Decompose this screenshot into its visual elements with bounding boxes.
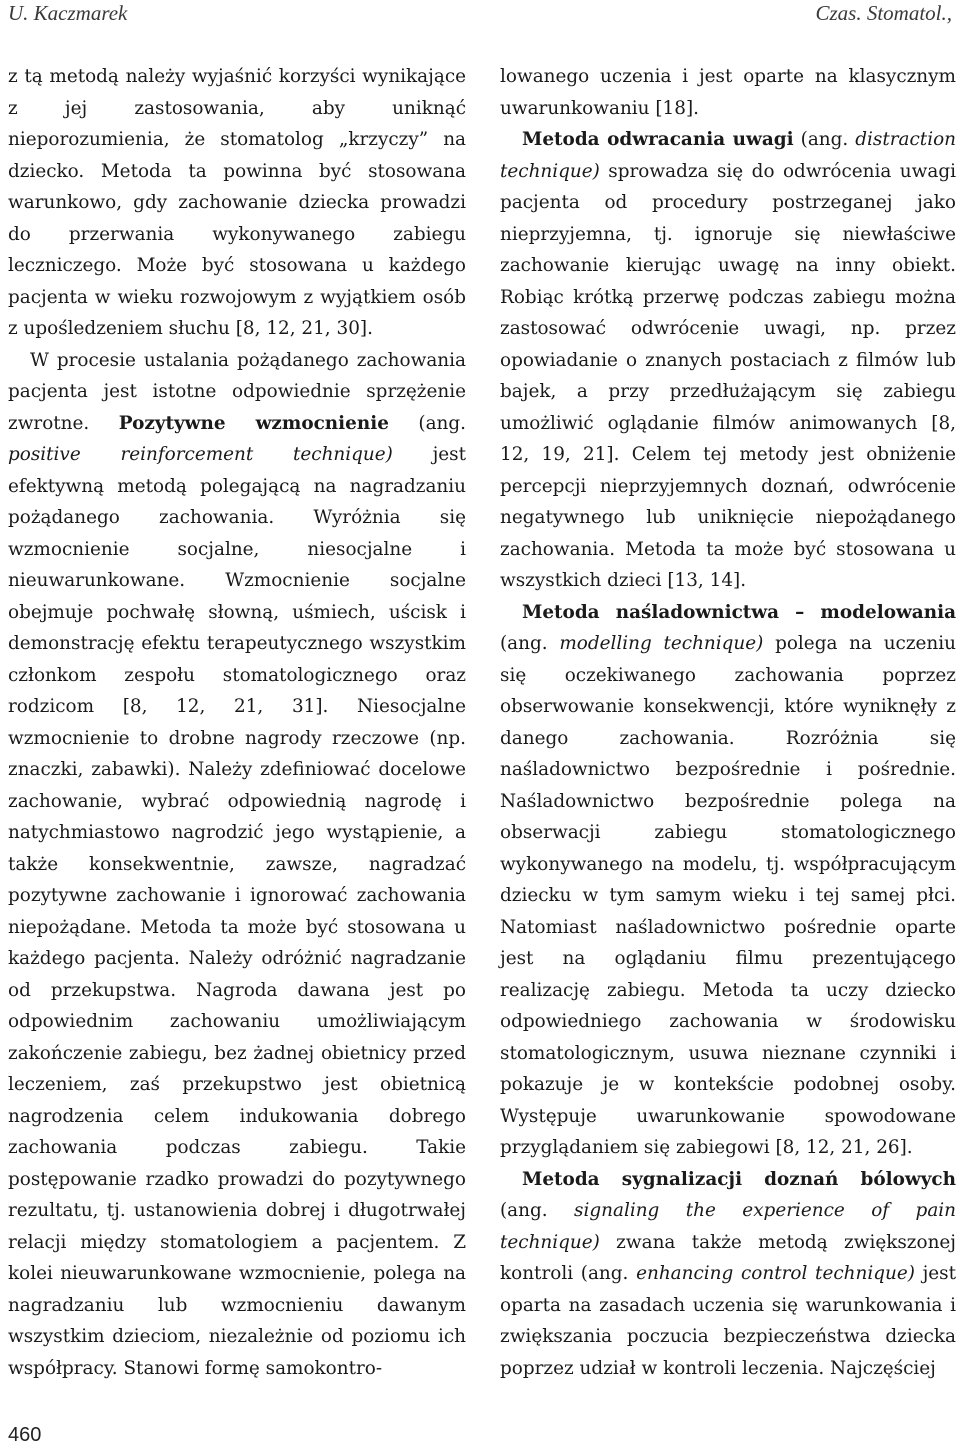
running-header bbox=[8, 0, 952, 30]
term-english-distraction: distraction technique) bbox=[500, 129, 956, 182]
paragraph-pain-signaling: Metoda sygnalizacji doznań bólowych (ang. signaling the experience of pain technique) zwana także metodą zwiększonej kontroli (ang. enhancing control technique) jest oparta na zasadach uczenia się warunkowania i zwiększania poczucia bezpieczeństwa dziecka poprzez udział w kontroli leczenia. Najczęściej bbox=[500, 1168, 957, 1379]
term-english-positive: positive reinforcement technique) bbox=[8, 444, 393, 465]
paragraph-continuation-right: lowanego uczenia i jest oparte na klasycznym uwarunkowaniu [18]. bbox=[500, 66, 956, 119]
term-english-signaling: signaling the experience of pain technique) bbox=[500, 1200, 957, 1253]
paragraph-continuation: z tą metodą należy wyjaśnić korzyści wynikające z jej zastosowania, aby uniknąć nieporozumienia, że stomatolog „krzyczy” na dziecko. Metoda ta powinna być stosowana warunkowo, gdy zachowanie dziecka prowadzi do przerwania wykonywanego zabiegu leczniczego. Może być stosowana u każdego pacjenta w wieku rozwojowym z wyjątkiem osób z upośledzeniem słuchu [8, 12, 21, 30]. bbox=[8, 66, 466, 339]
paragraph-positive-reinforcement: W procesie ustalania pożądanego zachowania pacjenta jest istotne odpowiednie sprzężenie zwrotne. Pozytywne wzmocnienie (ang. positive reinforcement technique) jest efektywną metodą polegającą na nagradzaniu pożądanego zachowania. Wyróżnia się wzmocnienie socjalne, niesocjalne i nieuwarunkowane. Wzmocnienie socjalne obejmuje pochwałę słowną, uśmiech, uścisk i demonstrację efektu terapeutycznego wszystkim członkom zespołu stomatologicznego oraz rodzicom [8, 12, 21, 31]. Niesocjalne wzmocnienie to drobne nagrody rzeczowe (np. znaczki, zabawki). Należy zdefiniować docelowe zachowanie, wybrać odpowiednią nagrodę i natychmiastowo nagrodzić jego wystąpienie, a także konsekwentnie, zawsze, nagradzać pozytywne zachowanie i ignorować zachowania niepożądane. Metoda ta może być stosowana u każdego pacjenta. Należy odróżnić nagradzanie od przekupstwa. Nagroda dawana jest po odpowiednim zachowaniu umożliwiającym zakończenie zabiegu, bez żadnej obietnicy przed leczeniem, zaś przekupstwo jest obietnicą nagrodzenia celem indukowania dobrego zachowania podczas zabiegu. Takie postępowanie rzadko prowadzi do pozytywnego rezultatu, tj. ustanowienia dobrej i długotrwałej relacji między stomatologiem a pacjentem. Z kolei nieuwarunkowane wzmocnienie, polega na nagradzaniu lub wzmocnieniu dawanym wszystkim dzieciom, niezależnie od poziomu ich współpracy. Stanowi formę samokontro- bbox=[8, 349, 467, 1379]
paragraph-distraction: Metoda odwracania uwagi (ang. distraction technique) sprowadza się do odwrócenia uwagi pacjenta od procedury postrzeganej jako nieprzyjemna, tj. ignoruje się niewłaściwe zachowanie kierując uwagę na inny obiekt. Robiąc krótką przerwę podczas zabiegu można zastosować odwrócenie uwagi, np. przez opowiadanie o znanych postaciach z filmów lub bajek, a przy przedłużającym się zabiegu umożliwić oglądanie filmów animowanych [8, 12, 19, 21]. Celem tej metody jest obniżenie percepcji nieprzyjemnych doznań, odwrócenie negatywnego lub uniknięcie niepożądanego zachowania. Metoda ta może być stosowana u wszystkich dzieci [13, 14]. bbox=[500, 129, 956, 591]
term-pain-signaling: Metoda sygnalizacji doznań bólowych bbox=[522, 1168, 956, 1190]
term-english-modelling: modelling technique) bbox=[559, 633, 764, 654]
term-english-enhancing: enhancing control technique) bbox=[636, 1263, 915, 1284]
page-number: 460 bbox=[8, 1424, 42, 1446]
paragraph-modelling: Metoda naśladownictwa – modelowania (ang. modelling technique) polega na uczeniu się oczekiwanego zachowania poprzez obserwowanie konsekwencji, które wyniknęły z danego zachowania. Rozróżnia się naśladownictwo bezpośrednie i pośrednie. Naśladownictwo bezpośrednie polega na obserwacji zabiegu stomatologicznego wykonywanego na modelu, tj. współpracującym dziecku w tym samym wieku i tej samej płci. Natomiast naśladownictwo pośrednie oparte jest na oglądaniu filmu prezentującego realizację zabiegu. Metoda ta uczy dziecko odpowiedniego zachowania w środowisku stomatologicznym, usuwa nieznane czynniki i pokazuje je w kontekście podobnej osoby. Występuje uwarunkowanie spowodowane przyglądaniem się zabiegowi [8, 12, 21, 26]. bbox=[500, 601, 956, 1158]
header-author: U. Kaczmarek bbox=[8, 1, 128, 25]
right-column bbox=[500, 61, 956, 1384]
left-column bbox=[8, 61, 466, 1384]
term-positive-reinforcement: Pozytywne wzmocnienie bbox=[118, 412, 389, 434]
term-modelling: Metoda naśladownictwa – modelowania bbox=[522, 601, 956, 623]
term-distraction: Metoda odwracania uwagi bbox=[522, 129, 794, 150]
header-journal: Czas. Stomatol., bbox=[815, 1, 952, 25]
